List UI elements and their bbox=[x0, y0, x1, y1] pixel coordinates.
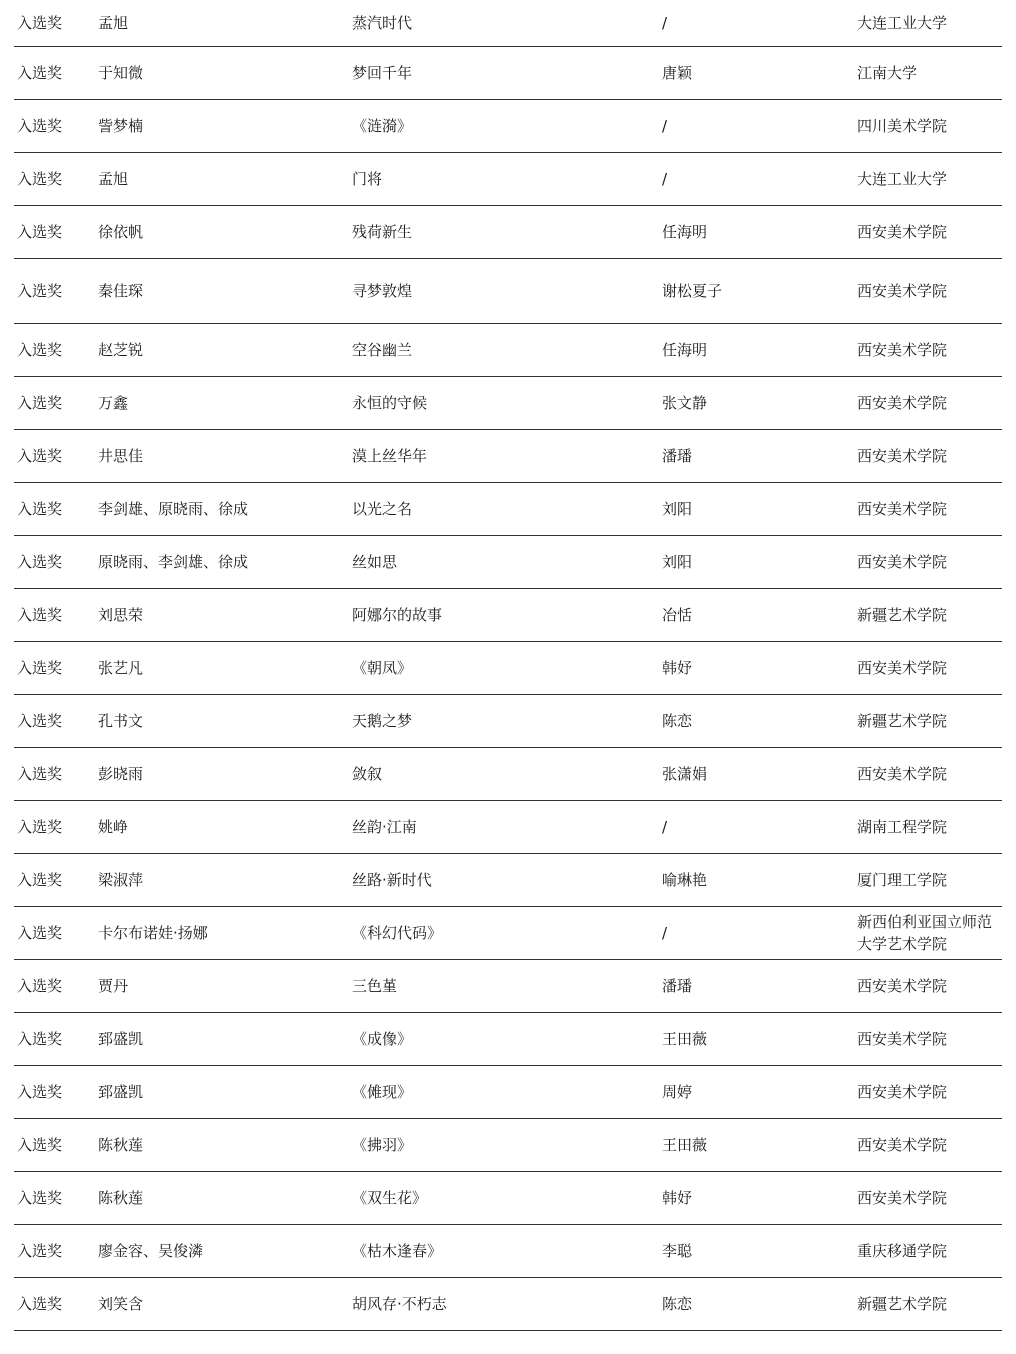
award-cell: 入选奖 bbox=[14, 536, 95, 589]
table-row bbox=[14, 1172, 1002, 1225]
title-cell: 《涟漪》 bbox=[349, 100, 659, 153]
title-cell: 阿娜尔的故事 bbox=[349, 589, 659, 642]
teacher-cell: 冶恬 bbox=[659, 589, 854, 642]
award-cell: 入选奖 bbox=[14, 483, 95, 536]
table-row bbox=[14, 695, 1002, 748]
title-cell: 丝韵·江南 bbox=[349, 801, 659, 854]
school-cell: 西安美术学院 bbox=[854, 1119, 1002, 1172]
author-cell: 万鑫 bbox=[95, 377, 349, 430]
author-cell: 徐依帆 bbox=[95, 206, 349, 259]
author-cell: 廖金容、吴俊潾 bbox=[95, 1225, 349, 1278]
table-row bbox=[14, 206, 1002, 259]
teacher-cell: 任海明 bbox=[659, 324, 854, 377]
teacher-cell: 王田薇 bbox=[659, 1013, 854, 1066]
title-cell: 《傩现》 bbox=[349, 1066, 659, 1119]
teacher-cell: 张潇娟 bbox=[659, 748, 854, 801]
author-cell: 原晓雨、李剑雄、徐成 bbox=[95, 536, 349, 589]
author-cell: 郅盛凯 bbox=[95, 1066, 349, 1119]
author-cell: 郅盛凯 bbox=[95, 1013, 349, 1066]
table-row bbox=[14, 377, 1002, 430]
teacher-cell: 王田薇 bbox=[659, 1119, 854, 1172]
teacher-cell: / bbox=[659, 907, 854, 960]
table-row bbox=[14, 589, 1002, 642]
school-cell: 大连工业大学 bbox=[854, 153, 1002, 206]
award-cell: 入选奖 bbox=[14, 47, 95, 100]
title-cell: 《朝凤》 bbox=[349, 642, 659, 695]
title-cell: 天鹅之梦 bbox=[349, 695, 659, 748]
award-cell: 入选奖 bbox=[14, 1278, 95, 1331]
table-row bbox=[14, 854, 1002, 907]
author-cell: 卡尔布诺娃·扬娜 bbox=[95, 907, 349, 960]
award-cell: 入选奖 bbox=[14, 206, 95, 259]
author-cell: 秦佳琛 bbox=[95, 259, 349, 324]
school-cell: 西安美术学院 bbox=[854, 1066, 1002, 1119]
author-cell: 井思佳 bbox=[95, 430, 349, 483]
award-cell: 入选奖 bbox=[14, 907, 95, 960]
table-row bbox=[14, 100, 1002, 153]
award-cell: 入选奖 bbox=[14, 1013, 95, 1066]
title-cell: 漠上丝华年 bbox=[349, 430, 659, 483]
author-cell: 陈秋莲 bbox=[95, 1119, 349, 1172]
author-cell: 孔书文 bbox=[95, 695, 349, 748]
table-row bbox=[14, 960, 1002, 1013]
title-cell: 寻梦敦煌 bbox=[349, 259, 659, 324]
title-cell: 三色堇 bbox=[349, 960, 659, 1013]
title-cell: 《科幻代码》 bbox=[349, 907, 659, 960]
table-row bbox=[14, 748, 1002, 801]
award-cell: 入选奖 bbox=[14, 430, 95, 483]
school-cell: 西安美术学院 bbox=[854, 324, 1002, 377]
school-cell: 西安美术学院 bbox=[854, 1013, 1002, 1066]
award-cell: 入选奖 bbox=[14, 854, 95, 907]
table-row bbox=[14, 47, 1002, 100]
table-row bbox=[14, 259, 1002, 324]
school-cell: 西安美术学院 bbox=[854, 430, 1002, 483]
author-cell: 贾丹 bbox=[95, 960, 349, 1013]
author-cell: 李剑雄、原晓雨、徐成 bbox=[95, 483, 349, 536]
teacher-cell: 陈恋 bbox=[659, 1278, 854, 1331]
teacher-cell: 李聪 bbox=[659, 1225, 854, 1278]
title-cell: 丝路·新时代 bbox=[349, 854, 659, 907]
teacher-cell: 陈恋 bbox=[659, 695, 854, 748]
title-cell: 门将 bbox=[349, 153, 659, 206]
table-row bbox=[14, 1225, 1002, 1278]
award-cell: 入选奖 bbox=[14, 100, 95, 153]
school-cell: 四川美术学院 bbox=[854, 100, 1002, 153]
title-cell: 《成像》 bbox=[349, 1013, 659, 1066]
title-cell: 蒸汽时代 bbox=[349, 0, 659, 47]
teacher-cell: / bbox=[659, 801, 854, 854]
school-cell: 大连工业大学 bbox=[854, 0, 1002, 47]
table-row bbox=[14, 801, 1002, 854]
school-cell: 重庆移通学院 bbox=[854, 1225, 1002, 1278]
title-cell: 以光之名 bbox=[349, 483, 659, 536]
teacher-cell: 张文静 bbox=[659, 377, 854, 430]
teacher-cell: 喻琳艳 bbox=[659, 854, 854, 907]
table-row bbox=[14, 907, 1002, 960]
award-cell: 入选奖 bbox=[14, 589, 95, 642]
teacher-cell: 潘璠 bbox=[659, 430, 854, 483]
award-cell: 入选奖 bbox=[14, 748, 95, 801]
title-cell: 胡风存·不朽志 bbox=[349, 1278, 659, 1331]
school-cell: 新疆艺术学院 bbox=[854, 695, 1002, 748]
school-cell: 西安美术学院 bbox=[854, 748, 1002, 801]
award-cell: 入选奖 bbox=[14, 1225, 95, 1278]
title-cell: 永恒的守候 bbox=[349, 377, 659, 430]
table-row bbox=[14, 324, 1002, 377]
award-cell: 入选奖 bbox=[14, 259, 95, 324]
table-row bbox=[14, 642, 1002, 695]
school-cell: 西安美术学院 bbox=[854, 259, 1002, 324]
author-cell: 彭晓雨 bbox=[95, 748, 349, 801]
table-row bbox=[14, 153, 1002, 206]
teacher-cell: 周婷 bbox=[659, 1066, 854, 1119]
teacher-cell: 韩妤 bbox=[659, 642, 854, 695]
award-cell: 入选奖 bbox=[14, 324, 95, 377]
award-cell: 入选奖 bbox=[14, 153, 95, 206]
school-cell: 新疆艺术学院 bbox=[854, 589, 1002, 642]
table-row bbox=[14, 1119, 1002, 1172]
awards-table bbox=[14, 0, 1002, 1331]
teacher-cell: / bbox=[659, 100, 854, 153]
school-cell: 西安美术学院 bbox=[854, 642, 1002, 695]
author-cell: 孟旭 bbox=[95, 0, 349, 47]
teacher-cell: 刘阳 bbox=[659, 483, 854, 536]
award-cell: 入选奖 bbox=[14, 0, 95, 47]
table-row bbox=[14, 430, 1002, 483]
award-cell: 入选奖 bbox=[14, 695, 95, 748]
teacher-cell: 谢松夏子 bbox=[659, 259, 854, 324]
school-cell: 西安美术学院 bbox=[854, 377, 1002, 430]
table-row bbox=[14, 0, 1002, 47]
title-cell: 丝如思 bbox=[349, 536, 659, 589]
table-row bbox=[14, 483, 1002, 536]
author-cell: 于知微 bbox=[95, 47, 349, 100]
title-cell: 《拂羽》 bbox=[349, 1119, 659, 1172]
title-cell: 《双生花》 bbox=[349, 1172, 659, 1225]
school-cell: 西安美术学院 bbox=[854, 483, 1002, 536]
teacher-cell: 唐颖 bbox=[659, 47, 854, 100]
author-cell: 訾梦楠 bbox=[95, 100, 349, 153]
school-cell: 厦门理工学院 bbox=[854, 854, 1002, 907]
award-cell: 入选奖 bbox=[14, 960, 95, 1013]
award-cell: 入选奖 bbox=[14, 377, 95, 430]
award-cell: 入选奖 bbox=[14, 1119, 95, 1172]
title-cell: 残荷新生 bbox=[349, 206, 659, 259]
school-cell: 西安美术学院 bbox=[854, 206, 1002, 259]
author-cell: 姚峥 bbox=[95, 801, 349, 854]
title-cell: 敛叙 bbox=[349, 748, 659, 801]
author-cell: 陈秋莲 bbox=[95, 1172, 349, 1225]
school-cell: 西安美术学院 bbox=[854, 536, 1002, 589]
award-cell: 入选奖 bbox=[14, 1172, 95, 1225]
teacher-cell: 刘阳 bbox=[659, 536, 854, 589]
table-row bbox=[14, 1066, 1002, 1119]
school-cell: 江南大学 bbox=[854, 47, 1002, 100]
teacher-cell: / bbox=[659, 153, 854, 206]
award-cell: 入选奖 bbox=[14, 801, 95, 854]
school-cell: 新西伯利亚国立师范大学艺术学院 bbox=[854, 907, 1002, 960]
table-row bbox=[14, 1278, 1002, 1331]
author-cell: 张艺凡 bbox=[95, 642, 349, 695]
school-cell: 西安美术学院 bbox=[854, 960, 1002, 1013]
author-cell: 刘笑含 bbox=[95, 1278, 349, 1331]
teacher-cell: 韩妤 bbox=[659, 1172, 854, 1225]
awards-table-body bbox=[14, 0, 1002, 1331]
title-cell: 空谷幽兰 bbox=[349, 324, 659, 377]
author-cell: 梁淑萍 bbox=[95, 854, 349, 907]
teacher-cell: 潘璠 bbox=[659, 960, 854, 1013]
table-row bbox=[14, 536, 1002, 589]
school-cell: 湖南工程学院 bbox=[854, 801, 1002, 854]
title-cell: 梦回千年 bbox=[349, 47, 659, 100]
teacher-cell: 任海明 bbox=[659, 206, 854, 259]
table-row bbox=[14, 1013, 1002, 1066]
school-cell: 新疆艺术学院 bbox=[854, 1278, 1002, 1331]
award-cell: 入选奖 bbox=[14, 1066, 95, 1119]
author-cell: 赵芝锐 bbox=[95, 324, 349, 377]
author-cell: 孟旭 bbox=[95, 153, 349, 206]
title-cell: 《枯木逢春》 bbox=[349, 1225, 659, 1278]
school-cell: 西安美术学院 bbox=[854, 1172, 1002, 1225]
award-cell: 入选奖 bbox=[14, 642, 95, 695]
teacher-cell: / bbox=[659, 0, 854, 47]
author-cell: 刘思荣 bbox=[95, 589, 349, 642]
